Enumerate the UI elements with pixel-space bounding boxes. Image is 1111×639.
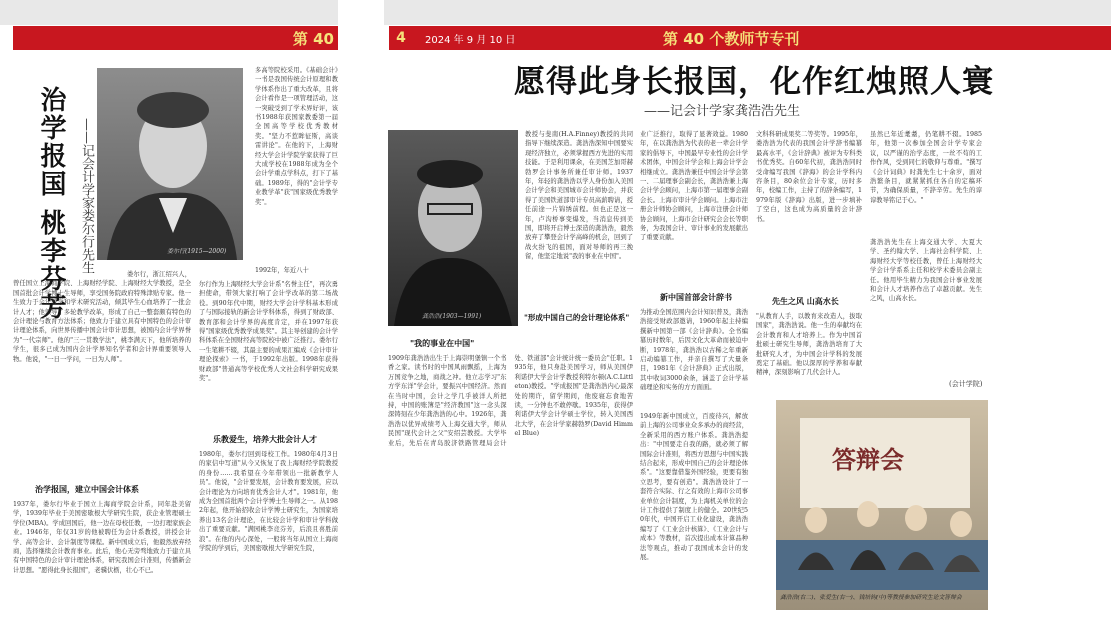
col-d-text-2: 龚浩浩先生在上海交通大学、大夏大学、圣约翰大学、上海社会科学院、上海财经大学等校任教，曾任上海财经大学会计学系系主任和校学术委员会副主任。他用毕生精力为我国会计事业发展和会计人才培养作出了卓越贡献。先生之风，山高水长。 [870, 239, 982, 303]
col-c-text-2: "从教育人手，以教育来改造人，拔取国家"，龚浩浩说。他一生的奉献均在会计教育和人才培养上。作为中国首批硕士研究生导师，龚浩浩培育了大批研究人才，为中国会计学科的发展奠定了基础。他以深厚的学养和奉献精神，深刻影响了几代会计人。 [756, 313, 862, 377]
banner-text: 答辩会 [832, 445, 904, 474]
page-gap [338, 0, 384, 639]
group-photo-caption: 龚浩浩(右二)、张爱生(右一)、钱培钧(中)等教授参加研究生论文答辩会 [780, 595, 962, 601]
col-a-text: 教授与斐南(H.A.Finney)教授的共同指导下继续深造。龚浩浩深知中国要实现经济独立，必须掌握西方先进的实用技能。于是利用课余，在美国芝加哥赫勃罗会计事务所兼任审计师。1937年，年轻的龚浩浩以学人身份加入美国会计学会和美国城市会计师协会，并获得了美国铁道部审计专员高薪聘请，授任前途一片锦绣前程。但也正是这一年，卢沟桥事变爆发，当消息传到美国，即将开启博士深造的龚浩浩，毅然放弃了攀登会计学高峰的机会，回到了战火纷飞的祖国，面对导师的再三挽留，他坚定地说"我的事业在中国"。 [525, 131, 633, 261]
col-b-heading-0: "形成中国自己的会计理论体系" [524, 313, 630, 322]
right-header-bar [389, 26, 1111, 50]
portrait-figure-icon [388, 130, 518, 326]
col-b-text: 业广泛推行，取得了显著效益。1980年，在以龚浩浩为代表的老一辈会计学家的倡导下，中国最早专业性的会计学术团体，中国会计学会和上海会计学会相继成立。龚浩浩兼任中国会计学会第一、二届理事会副会长，龚浩浩兼上海会计学会顾问，上海市第一届理事会副会长。上海市审计学会顾问。上海市注册会计师协会顾问，上海市注册会计师协会顾问，上海市会计研究会会长等职务，为我国会计、审计事业的发展献出了重要贡献。 [640, 131, 748, 242]
left-section-label: 第 40 [292, 30, 334, 48]
left-photo-caption: 娄尔行(1915—2000) [167, 248, 227, 255]
left-section-2-text: 1980年，娄尔行回到母校工作。1980年4月3日的家信中写道"从今又恢复了我上海财经学院教授的身份……我希望在今年带领出一批新教学人员"。他说，"会计要发展，会计教育要发展，应以会计理论为方向培育优秀会计人才"。1981年，他成为全国首批两个会计学博士生导师之一。从1982年起，他开始招收会计学博士研究生，为国家培养出13名会计理论，在比较会计学和审计学科做出了重要贡献。"满园桃李竞芬芳，后浪且喜胜前浪"。在他的内心深处，一般将当年从国立上海商学院的学到后，美国密歇根大学研究生院， [199, 451, 338, 553]
col-a-text-2: 1909年龚浩浩出生于上海崇明堡镇一个书香之家。读书时的中国风雨飘摇，上海为万国竞争之地，商战之冲。他立志学习"东方学东洋"学会计，要振兴中国经济。然而在当时中国，会计之学几乎被洋人所把持，中国的账簿是"经济教国"这一念头深深铸刻在少年龚浩浩的心中。1926年，龚浩浩以优异成绩考入上海交通大学，师从民国"现代会计之父"安绍芸教授。大学毕业后，先后在青岛胶济铁路管理局会计处、铁道部"会计统计统一委员会"任职。1935年，他只身赴美国学习，师从美国伊利诺伊大学会计学教授利特尔顿(A.C.Littleton)教授。"学成报国"是龚浩浩内心最深处的期许，留学期间，他废寝忘食地苦读，一分钟也不敢停歇。1935年，获得伊利诺伊大学会计学硕士学位，转入美国西北大学，在会计学家赫勃罗(David Himmel Blue) [388, 355, 633, 447]
people-icon [776, 480, 988, 600]
article-headline: 愿得此身长报国，化作红烛照人寰 [514, 64, 994, 100]
col-b-heading: 新中国首部会计辞书 [660, 292, 732, 302]
byline: (会计学院) [949, 380, 983, 388]
portrait-figure-icon [97, 68, 243, 260]
left-intro-text: 娄尔行，浙江绍兴人，曾任国立上海商学院、上海财经学院、上海财经大学教授，是全国首批会计学博士生导师，享受国务院政府特殊津贴专家。他一生致力于会计教学和学术研究活动，倾其毕生心血培养了一批会计人才；他领导了多轮教学改革，形成了自己一整套颇有特色的会计理论与教育方法体系；他致力于建立具有中国特色的会计审计理论体系，向世界传播中国会计审计思想，被国内会计学界誉为"一代宗师"。他的"三一贯教学法"，桃李满天下，他所培养的学生，很多已成为国内会计学界知名学者和会计界重要领导人物。他说，"一日一学问，一日为人师"。 [13, 271, 191, 363]
col-b-text-0: 1949年新中国成立，百废待兴，解放前上海的公司事业众多承办的商经营，全新采用的西方账户体系。龚浩浩提出："中国要走自我的路，就必须了解国际会计准则，将西方思想与中国实践结合起来，形成中国自己的会计理论体系"。"这要靠借鉴外国经验，更要有独立思考，要有创造"。龚浩浩设计了一套符合实际、行之有效的上海市公司事业单位会计制度，为上海机关单位的会计工作提供了制度上的健全。20世纪50年代，中国开启工业化建设，龚浩浩编写了《工业会计核算》、《工业会计与成本》等教材，首次提出成本计算品种法等观点，推动了我国成本会计的发展。 [640, 413, 748, 562]
left-portrait-photo [97, 68, 243, 260]
col-c-heading: 先生之风 山高水长 [772, 296, 839, 306]
section-title: 第 40 个教师节专刊 [663, 30, 800, 48]
issue-date: 2024 年 9 月 10 日 [425, 35, 516, 46]
right-portrait-photo [388, 130, 518, 326]
right-photo-caption: 龚浩浩(1903—1991) [422, 313, 482, 320]
page-number: 4 [396, 30, 406, 46]
left-column-2: 尔行作为上海财经大学会计系"名誉主任"，再次勇担使命，带领大家打响了会计学改革的第二场战役。到90年代中期，财经大学会计学科基本形成了与国际接轨的新会计学科体系，得到了财政部、教育部和会计学界的高度肯定，并在1997年获得"国家级优秀教学成果奖"。其主导创建的会计学科体系在全国财经高等院校中被广泛推行。娄尔行一生笔耕不辍，其最主要的成果汇编成《会计审计理论探索》一书，于1992年出版。1998年获得财政部"普通高等学校优秀人文社会科学研究成果奖"。 [199, 281, 338, 383]
left-newspaper-page [13, 0, 338, 639]
col-d-text: 虽然已年近耄耋，仍笔耕不辍。1985年，他第一次参加全国会计学专家会议，以严谨的治学态度，一丝不苟的工作作风，受到同仁的敬仰与尊重。"撰写《会计词典》时龚先生七十余岁，面对浩繁条目，就紧紧抓住各自的定稿环节，为确保质量，不辞辛劳。先生的谆谆教导铭记于心。" [870, 131, 982, 204]
left-section-heading-1: 治学报国，建立中国会计体系 [35, 484, 139, 494]
right-newspaper-page [384, 0, 1111, 639]
left-section-bar [13, 26, 338, 50]
group-photo [776, 400, 988, 610]
left-vertical-subtitle: ——记会计学家娄尔行先生 [79, 118, 94, 274]
col-b-text-2: 为推动全国范围内会计知识普及，龚浩浩接受财政部邀请，1960年起主持编撰新中国第一部《会计辞典》。全书编纂历时数年，后因文化大革命而被迫中断，1978年，龚浩浩以古稀之年重新启动编纂工作，并亲自撰写了大量条目，1981年《会计辞典》正式出版，其中收词3000余条，涵盖了会计学基础理论和实务的方方面面。 [640, 309, 748, 392]
col-c-text: 文科科研成果奖二等奖等。1995年，娄浩浩为代表的我国会计学辞书编纂最高水平，《会计辞典》被评为专科类书优秀奖。自60年代初，龚浩浩同时受命编写我国《辞海》的会计学科内容条目，80余位会计专家，历时多年，校编工作，主持了的辞条编写，1979年版《辞海》出版，进一步填补了空白，这也成为高质量的会计辞书。 [756, 131, 862, 223]
left-column-1b: 1992年，年近八十 [255, 267, 309, 274]
left-vertical-title: 治学报国 桃李芬芳 [36, 86, 66, 322]
left-section-1-text: 1937年，娄尔行毕业于国立上海商学院会计系，同年赴美留学，1939年毕业于美国密歇根大学研究生院，获企业管理硕士学位(MBA)。学成回国后，他一边在母校任教，一边打理家族企业。1946年，年仅31岁的他被聘任为会计系教授，讲授会计学、高等会计、会计制度等课程。新中国成立后，他毅然放弃经商，选择继续会计教育事业。此后，他心无旁骛地致力于建立具有中国特色的会计审计理论体系，研究我国会计准则，传播新会计思想。"愿得此身长报国"，老骥伏枥，壮心不已。 [13, 501, 191, 574]
article-subheadline: ——记会计学家龚浩浩先生 [644, 104, 801, 119]
left-column-1: 多高等院校采用。《基础会计》一书是我国传统会计原理和教学体系作出了重大改革，且将会计看作是一项管理活动，这一突破受到了学术界好评，该书1988年获国家教委第一届全国高等学校优秀教材奖。"坚力不惹眸征斯，高谈雷讲论"。在他的下，上海财经大学会计学院学家获得了巨大成学校在1988年成为全个会计学重点学科点，打下了基础。1989年，得的"会计学专业教学革"获"国家级优秀教学奖"。 [255, 67, 338, 206]
left-section-heading-2: 乐教爱生，培养大批会计人才 [213, 434, 317, 444]
col-a-heading: "我的事业在中国" [410, 338, 475, 348]
